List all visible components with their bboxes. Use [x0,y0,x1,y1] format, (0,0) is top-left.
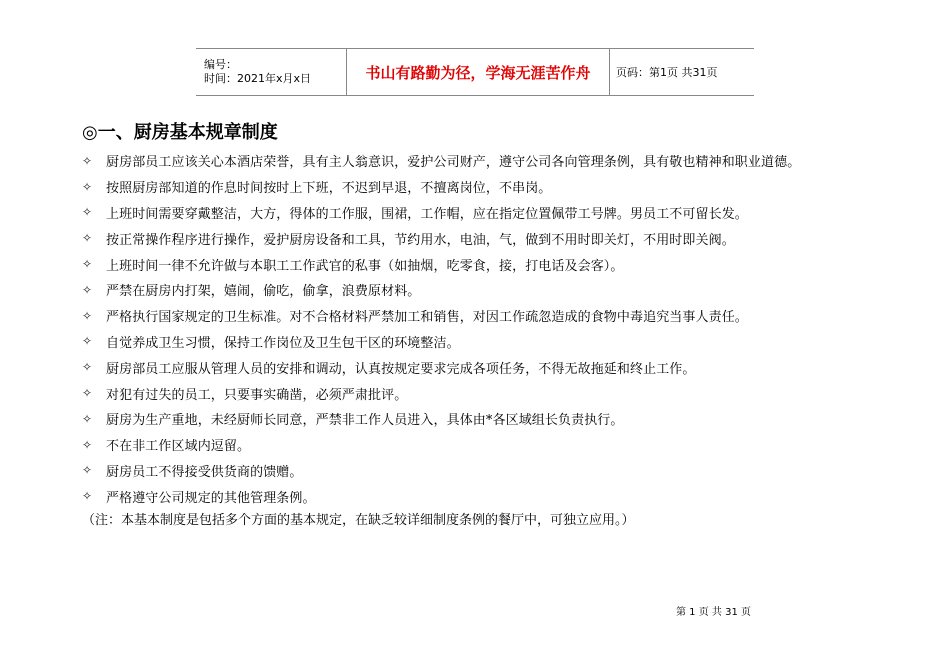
bullet-icon: ✧ [82,153,93,168]
bullet-icon: ✧ [82,179,93,194]
rule-text: 厨房部员工应服从管理人员的安排和调动，认真按规定要求完成各项任务，不得无故拖延和终止工作。 [106,361,696,377]
rule-item [82,148,882,174]
rule-text: 厨房为生产重地，未经厨师长同意，严禁非工作人员进入，具体由*各区域组长负责执行。 [106,413,624,429]
document-date: 时间：2021年x月x日 [204,72,312,85]
bullet-icon: ✧ [82,386,93,401]
section-title: ◎一、厨房基本规章制度 [82,122,278,143]
bullet-icon: ✧ [82,437,93,452]
bullet-icon: ✧ [82,205,93,220]
rule-text: 按照厨房部知道的作息时间按时上下班，不迟到早退，不擅离岗位，不串岗。 [106,181,552,197]
rule-text: 厨房部员工应该关心本酒店荣誉，具有主人翁意识，爱护公司财产，遵守公司各向管理条例，具有敬也精神和职业道德。 [106,155,801,171]
header-meta [196,49,347,96]
rule-item [82,277,882,303]
document-number: 编号： [204,58,237,71]
rule-item [82,303,882,329]
rule-item [82,406,882,432]
rule-text: 严格执行国家规定的卫生标准。对不合格材料严禁加工和销售，对因工作疏忽造成的食物中毒追究当事人责任。 [106,310,748,326]
rule-text: 不在非工作区域内逗留。 [106,439,251,455]
rule-text: 厨房员工不得接受供货商的馈赠。 [106,464,303,480]
bullet-icon: ✧ [82,282,93,297]
rule-text: 严禁在厨房内打架，嬉闹，偷吃，偷拿，浪费原材料。 [106,284,421,300]
rule-text: 上班时间一律不允许做与本职工工作武官的私事（如抽烟，吃零食，接，打电话及会客）。 [106,258,624,274]
rule-item [82,458,882,484]
bullet-icon: ✧ [82,231,93,246]
bullet-icon: ✧ [82,334,93,349]
rule-item [82,380,882,406]
rule-item [82,329,882,355]
rule-text: 自觉养成卫生习惯，保持工作岗位及卫生包干区的环境整洁。 [106,335,460,351]
rule-text: 上班时间需要穿戴整洁，大方，得体的工作服，围裙，工作帽，应在指定位置佩带工号牌。男员工不可留长发。 [106,206,748,222]
header-motto: 书山有路勤为径，学海无涯苦作舟 [347,49,610,96]
bullet-icon: ✧ [82,308,93,323]
rule-text: 对犯有过失的员工，只要事实确凿，必须严肃批评。 [106,387,408,403]
footnote: （注：本基本制度是包括多个方面的基本规定，在缺乏较详细制度条例的餐厅中，可独立应用。） [82,513,635,528]
rule-text: 严格遵守公司规定的其他管理条例。 [106,490,316,506]
header-page-info: 页码：第1页 共31页 [610,49,755,96]
rule-item [82,483,882,509]
rules-list [82,148,882,509]
rule-item [82,251,882,277]
page-footer: 第 1 页 共 31 页 [676,607,751,618]
rule-item [82,432,882,458]
bullet-icon: ✧ [82,257,93,272]
rule-item [82,200,882,226]
bullet-icon: ✧ [82,411,93,426]
bullet-icon: ✧ [82,463,93,478]
rule-item [82,354,882,380]
document-header [196,48,754,96]
bullet-icon: ✧ [82,360,93,375]
bullet-icon: ✧ [82,489,93,504]
rule-item [82,225,882,251]
rule-text: 按正常操作程序进行操作，爱护厨房设备和工具，节约用水，电油，气，做到不用时即关灯，不用时即关阀。 [106,232,735,248]
rule-item [82,174,882,200]
